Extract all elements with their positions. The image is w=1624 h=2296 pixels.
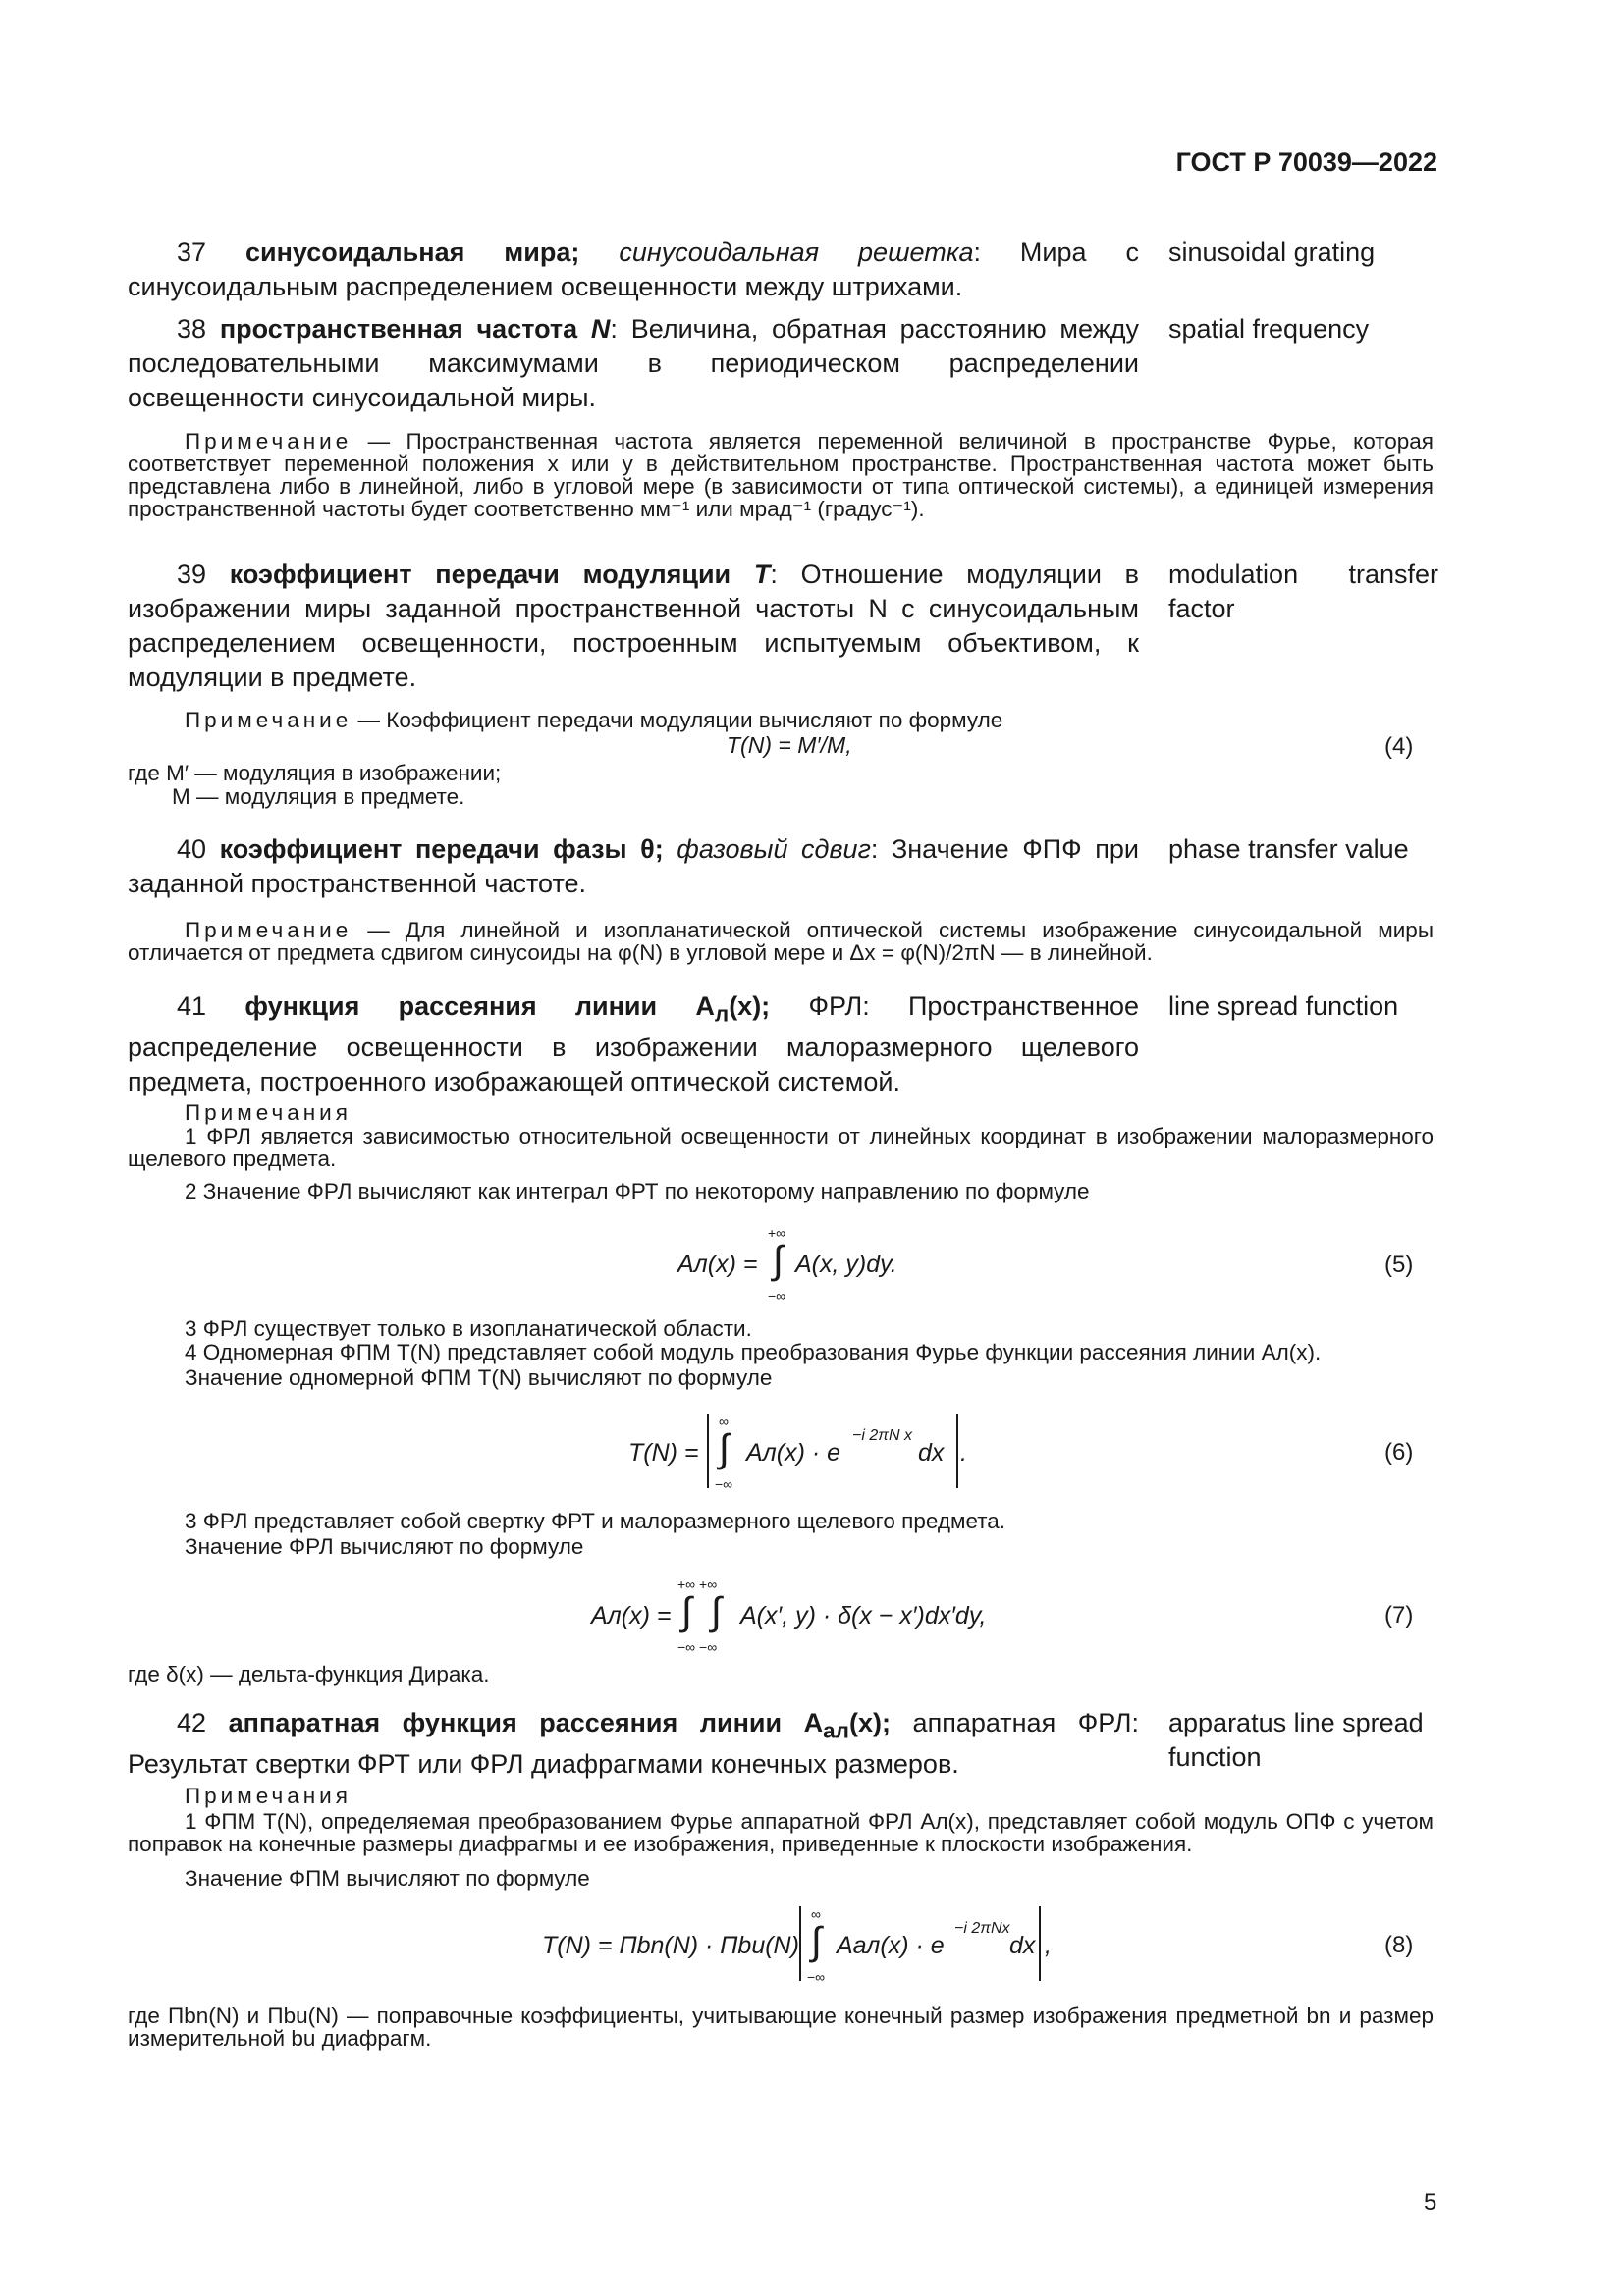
term-number: 41 bbox=[177, 991, 207, 1021]
note-39 bbox=[128, 709, 1434, 731]
formula-lhs: T(N) = Πbn(N) · Πbu(N) bbox=[542, 1932, 799, 1959]
formula-dx: dx bbox=[918, 1439, 945, 1467]
note-41-5b bbox=[128, 1535, 1434, 1558]
equation-number-8: (8) bbox=[1384, 1932, 1414, 1958]
term-38-english: spatial frequency bbox=[1168, 314, 1370, 344]
notes-label: Примечания bbox=[185, 1100, 352, 1125]
note-41-3 bbox=[128, 1317, 1434, 1340]
formula-end: , bbox=[1045, 1932, 1052, 1959]
term-title: пространственная частота bbox=[219, 314, 591, 344]
term-title: аппаратная функция рассеяния линии A bbox=[228, 1708, 824, 1737]
term-40-english: phase transfer value bbox=[1168, 834, 1409, 864]
term-41 bbox=[128, 989, 1139, 1099]
integral-upper-limit: ∞ bbox=[719, 1414, 729, 1429]
note-41-4b bbox=[128, 1366, 1434, 1389]
note-label: Примечание bbox=[185, 918, 352, 942]
term-40 bbox=[128, 832, 1139, 901]
notes-label: Примечания bbox=[185, 1784, 352, 1808]
term-37-english: sinusoidal grating bbox=[1168, 238, 1376, 267]
term-title-suffix: (x); bbox=[848, 1708, 891, 1737]
note-text: — Для линейной и изопланатической оптической системы изображение синусоидальной миры отличается от предмета сдвигом синусоиды на φ(N) в угловой мере и Δx = φ(N)/2πN — в линейной. bbox=[128, 918, 1434, 965]
abs-bar-left bbox=[799, 1906, 801, 1981]
integral-upper-limit: +∞ bbox=[768, 1225, 786, 1241]
term-title: функция рассеяния линии A bbox=[244, 991, 715, 1021]
equation-number-7: (7) bbox=[1384, 1602, 1414, 1629]
term-title-suffix: (x); bbox=[729, 991, 771, 1021]
abs-bar-right bbox=[1039, 1906, 1041, 1981]
integral-sign: ∫ bbox=[773, 1239, 784, 1282]
term-synonym: фазовый сдвиг bbox=[677, 834, 871, 864]
note-41-4 bbox=[128, 1341, 1434, 1363]
term-definition: : Величина, обратная расстоянию между последовательными максимумами в периодическом распределении освещенности синусоидальной миры. bbox=[128, 314, 1139, 412]
page-number: 5 bbox=[1424, 2189, 1437, 2216]
document-code: ГОСТ Р 70039—2022 bbox=[1175, 147, 1437, 177]
term-symbol: T bbox=[753, 560, 771, 589]
formula-lhs: T(N) = bbox=[628, 1439, 699, 1467]
note-label: Примечание bbox=[185, 429, 352, 454]
note-41-1 bbox=[128, 1125, 1434, 1170]
formula-7 bbox=[591, 1576, 1141, 1655]
note-text: 4 Одномерная ФПМ T(N) представляет собой модуль преобразования Фурье функции рассеяния линии Aл(x). bbox=[185, 1340, 1322, 1364]
note-text: 3 ФРЛ представляет собой свертку ФРТ и малоразмерного щелевого предмета. bbox=[185, 1509, 1006, 1533]
term-definition: : Значение ФПФ при заданной пространственной частоте. bbox=[128, 834, 1139, 898]
term-42 bbox=[128, 1706, 1139, 1782]
integral-upper-limit: ∞ bbox=[811, 1906, 821, 1922]
term-title: коэффициент передачи фазы θ; bbox=[219, 834, 664, 864]
formula-6 bbox=[628, 1414, 1218, 1492]
term-title: коэффициент передачи модуляции bbox=[229, 560, 754, 589]
term-number: 42 bbox=[177, 1708, 207, 1737]
term-number: 37 bbox=[177, 238, 207, 267]
formula-body: Aал(x) · e bbox=[837, 1932, 945, 1959]
term-definition: : Отношение модуляции в изображении миры заданной пространственной частоты N с синусоидальным распределением освещенности, построенным испытуемым объективом, к модуляции в предмете. bbox=[128, 560, 1139, 692]
term-38 bbox=[128, 312, 1139, 415]
note-41-5 bbox=[128, 1510, 1434, 1532]
formula-5 bbox=[677, 1225, 1168, 1304]
integral-sign: ∫ bbox=[811, 1920, 822, 1963]
integral-sign: ∫ bbox=[719, 1427, 730, 1470]
note-text: Значение ФПМ вычисляют по формуле bbox=[185, 1866, 590, 1891]
integral-sign: ∫ bbox=[681, 1590, 692, 1633]
term-37 bbox=[128, 236, 1139, 304]
note-text: — Пространственная частота является переменной величиной в пространстве Фурье, которая соответствует переменной положения x или y в действительном пространстве. Пространственная частота может быть представлена либо в линейной, либо в угловой мере (в зависимости от типа оптической системы), а единицей измерения пространственной частоты будет соответственно мм⁻¹ или мрад⁻¹ (градус⁻¹). bbox=[128, 429, 1434, 521]
where-m: M — модуляция в предмете. bbox=[172, 784, 465, 809]
note-label: Примечание bbox=[185, 708, 352, 732]
term-number: 38 bbox=[177, 314, 207, 344]
abs-bar-right bbox=[956, 1414, 958, 1488]
term-subscript: ал bbox=[823, 1718, 849, 1743]
integral-sign: ∫ bbox=[711, 1590, 722, 1633]
formula-4: T(N) = M′/M, bbox=[727, 732, 852, 758]
equation-number-5: (5) bbox=[1384, 1252, 1414, 1278]
notes-41-label-row bbox=[128, 1101, 1434, 1124]
term-number: 40 bbox=[177, 834, 207, 864]
term-definition: : Мира с синусоидальным распределением освещенности между штрихами. bbox=[128, 238, 1139, 301]
integral-lower-limit: −∞ bbox=[715, 1476, 733, 1492]
formula-rhs: A(x′, y) · δ(x − x′)dx′dy, bbox=[740, 1602, 987, 1629]
integral-lower-limit: −∞ bbox=[807, 1969, 826, 1985]
note-text: 1 ФПМ T(N), определяемая преобразованием Фурье аппаратной ФРЛ Aл(x), представляет собой модуль ОПФ с учетом поправок на конечные размеры диафрагмы и ее изображения, приведенные к плоскости изображения. bbox=[128, 1809, 1434, 1856]
where-correction-factors: где Πbn(N) и Πbu(N) — поправочные коэффициенты, учитывающие конечный размер изображения предметной bn и размер измерительной bu диафрагм. bbox=[128, 2003, 1434, 2051]
integral-lower-limits: −∞ −∞ bbox=[677, 1639, 718, 1655]
note-42-2 bbox=[128, 1867, 1434, 1890]
formula-lhs: Aл(x) = bbox=[677, 1251, 758, 1278]
note-41-2 bbox=[128, 1180, 1434, 1202]
term-symbol: N bbox=[590, 314, 611, 344]
note-text: Значение ФРЛ вычисляют по формуле bbox=[185, 1534, 584, 1559]
note-42-1 bbox=[128, 1810, 1434, 1855]
note-text: 2 Значение ФРЛ вычисляют как интеграл ФРТ по некоторому направлению по формуле bbox=[185, 1179, 1090, 1203]
note-text: — Коэффициент передачи модуляции вычисляют по формуле bbox=[352, 708, 1003, 732]
term-number: 39 bbox=[177, 560, 207, 589]
term-title: синусоидальная мира; bbox=[245, 238, 580, 267]
integral-lower-limit: −∞ bbox=[768, 1288, 786, 1304]
term-42-english: apparatus line spread function bbox=[1168, 1708, 1424, 1772]
formula-rhs: A(x, y)dy. bbox=[795, 1251, 897, 1278]
notes-42-label-row bbox=[128, 1785, 1434, 1807]
equation-number-6: (6) bbox=[1384, 1439, 1414, 1466]
note-text: 1 ФРЛ является зависимостью относительной освещенности от линейных координат в изображении малоразмерного щелевого предмета. bbox=[128, 1124, 1434, 1171]
formula-exponent: −i 2πNx bbox=[954, 1920, 1010, 1937]
term-definition: ФРЛ: Пространственное распределение освещенности в изображении малоразмерного щелевого предмета, построенного изображающей оптической системой. bbox=[128, 991, 1139, 1097]
formula-end: . bbox=[960, 1439, 967, 1467]
term-subscript: л bbox=[714, 1001, 730, 1027]
formula-lhs: Aл(x) = bbox=[591, 1602, 672, 1629]
formula-8 bbox=[542, 1906, 1180, 1985]
formula-exponent: −i 2πN x bbox=[852, 1427, 912, 1444]
term-synonym: синусоидальная решетка bbox=[619, 238, 974, 267]
term-39-english: modulation transfer factor bbox=[1168, 560, 1438, 623]
abs-bar-left bbox=[707, 1414, 709, 1488]
integral-upper-limits: +∞ +∞ bbox=[677, 1576, 718, 1592]
term-39 bbox=[128, 558, 1139, 695]
term-41-english: line spread function bbox=[1168, 991, 1399, 1021]
note-text: 3 ФРЛ существует только в изопланатической области. bbox=[185, 1316, 752, 1341]
note-40 bbox=[128, 919, 1434, 964]
term-definition: аппаратная ФРЛ: Результат свертки ФРТ или ФРЛ диафрагмами конечных размеров. bbox=[128, 1708, 1139, 1780]
note-text: Значение одномерной ФПМ T(N) вычисляют по формуле bbox=[185, 1365, 773, 1390]
where-delta: где δ(x) — дельта-функция Дирака. bbox=[128, 1662, 490, 1686]
formula-body: Aл(x) · e bbox=[746, 1439, 841, 1467]
formula-dx: dx bbox=[1009, 1932, 1036, 1959]
where-m-prime: где M′ — модуляция в изображении; bbox=[128, 761, 502, 785]
note-38 bbox=[128, 430, 1434, 520]
equation-number-4: (4) bbox=[1384, 733, 1414, 760]
